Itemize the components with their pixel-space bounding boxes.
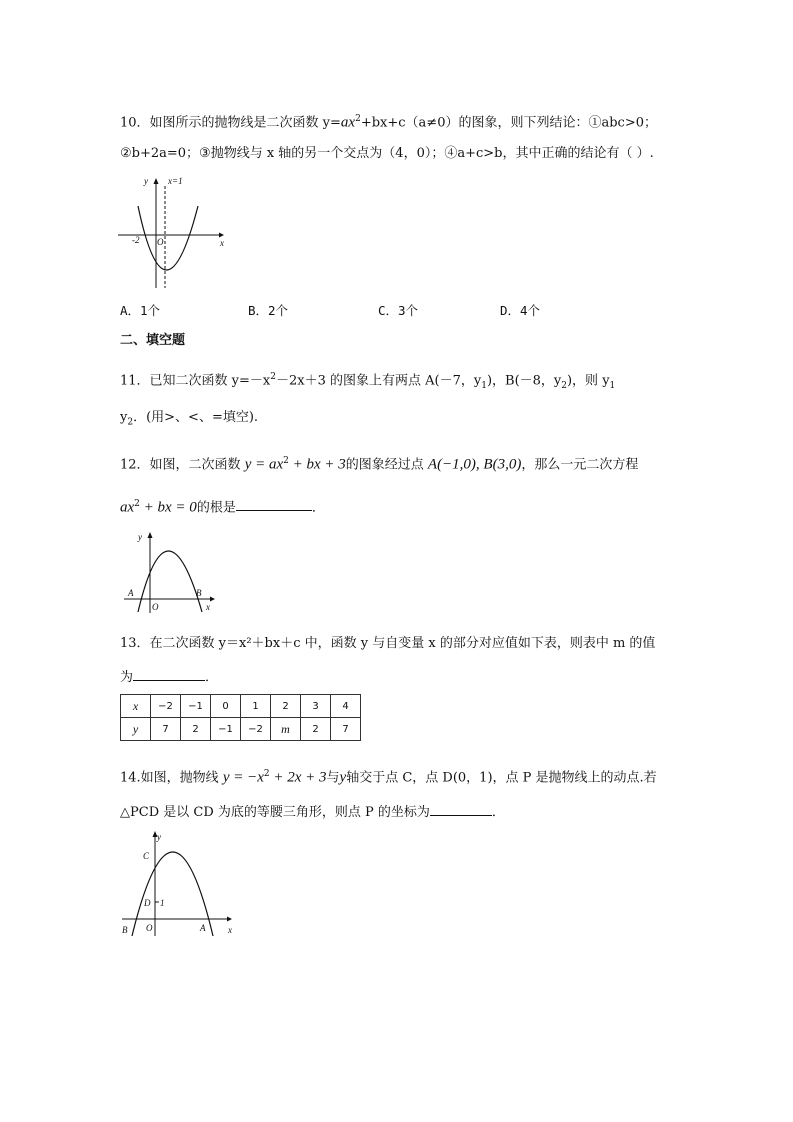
svg-text:O: O <box>146 923 153 933</box>
q10-option-a: A．1个 <box>120 303 161 318</box>
table-cell: −1 <box>211 718 241 741</box>
table-row <box>121 695 361 718</box>
table-header-x: x <box>121 695 151 718</box>
svg-text:y: y <box>138 532 142 542</box>
svg-text:y: y <box>144 176 148 186</box>
table-cell: 1 <box>241 695 271 718</box>
svg-text:O: O <box>157 237 164 247</box>
q14-line2: △PCD 是以 CD 为底的等腰三角形，则点 P 的坐标为 ． <box>120 801 505 822</box>
q11-line2: $y_2$．(用>、<、=填空). <box>120 410 259 428</box>
table-cell: −2 <box>151 695 181 718</box>
table-row <box>121 718 361 741</box>
table-cell: −2 <box>241 718 271 741</box>
q12-line1: 12．如图，二次函数 $y = ax^2$ + bx + 3的图象经过点 A(−1,0), B(3,0)，那么一元二次方程 <box>120 456 639 473</box>
q14-line1: 14.如图，抛物线 $y = -x^2 + 2x + 3$与y轴交于点 C，点 D(0，1)，点 P 是抛物线上的动点.若 <box>120 769 657 786</box>
svg-text:B: B <box>122 925 128 935</box>
q10-expr: ax <box>340 114 356 131</box>
svg-text:x: x <box>220 238 224 248</box>
svg-text:O: O <box>152 602 159 612</box>
q12-graph <box>118 530 218 614</box>
q14-graph <box>118 828 238 938</box>
svg-text:-2: -2 <box>132 235 140 245</box>
table-cell: 0 <box>211 695 241 718</box>
table-cell: 7 <box>151 718 181 741</box>
table-header-y: y <box>121 718 151 741</box>
svg-text:A: A <box>200 923 206 933</box>
svg-text:C: C <box>143 851 150 861</box>
q10-graph <box>118 172 230 290</box>
q11-line1: 11．已知二次函数 $y=-x^2-2x+3$ 的图象上有两点 A(－7，$y_1$)，B(－8，$y_2$)，则 $y_1$ <box>120 372 616 391</box>
q13-line2: 为 ． <box>120 666 218 687</box>
q10-line1: 10．如图所示的抛物线是二次函数 $y=ax^2+bx+c(a\ne 0)$的图象，则下列结论：①abc>0； <box>120 114 657 131</box>
q13-line1: 13．在二次函数 y＝x²＋bx＋c 中，函数 y 与自变量 x 的部分对应值如下表，则表中 m 的值 <box>120 636 656 651</box>
table-cell-m: m <box>271 718 301 741</box>
svg-text:D: D <box>144 898 151 908</box>
q14-answer-blank[interactable] <box>430 801 492 816</box>
svg-text:x: x <box>228 925 232 935</box>
table-cell: 2 <box>271 695 301 718</box>
q10-option-b: B．2个 <box>248 303 289 318</box>
svg-text:x: x <box>206 602 210 612</box>
svg-text:x=1: x=1 <box>168 176 183 186</box>
svg-text:1: 1 <box>160 898 165 908</box>
q13-answer-blank[interactable] <box>133 666 205 681</box>
table-cell: 7 <box>331 718 361 741</box>
q10-option-d: D．4个 <box>500 303 541 318</box>
table-cell: 4 <box>331 695 361 718</box>
table-cell: −1 <box>181 695 211 718</box>
q12-answer-blank[interactable] <box>236 496 312 511</box>
q10-line2: ②b+2a=0；③抛物线与 x 轴的另一个交点为（4，0）；④a+c>b，其中正确的结论有（ ）. <box>120 146 654 161</box>
svg-text:B: B <box>196 588 202 598</box>
section-title: 二、填空题 <box>120 333 186 348</box>
q10-option-c: C．3个 <box>378 303 419 318</box>
table-cell: 2 <box>301 718 331 741</box>
table-cell: 2 <box>181 718 211 741</box>
q12-line2: $ax^2$ + bx = 0的根是 ． <box>120 495 325 517</box>
table-cell: 3 <box>301 695 331 718</box>
svg-text:y: y <box>157 832 161 842</box>
svg-text:A: A <box>128 588 134 598</box>
q13-value-table <box>120 694 361 741</box>
